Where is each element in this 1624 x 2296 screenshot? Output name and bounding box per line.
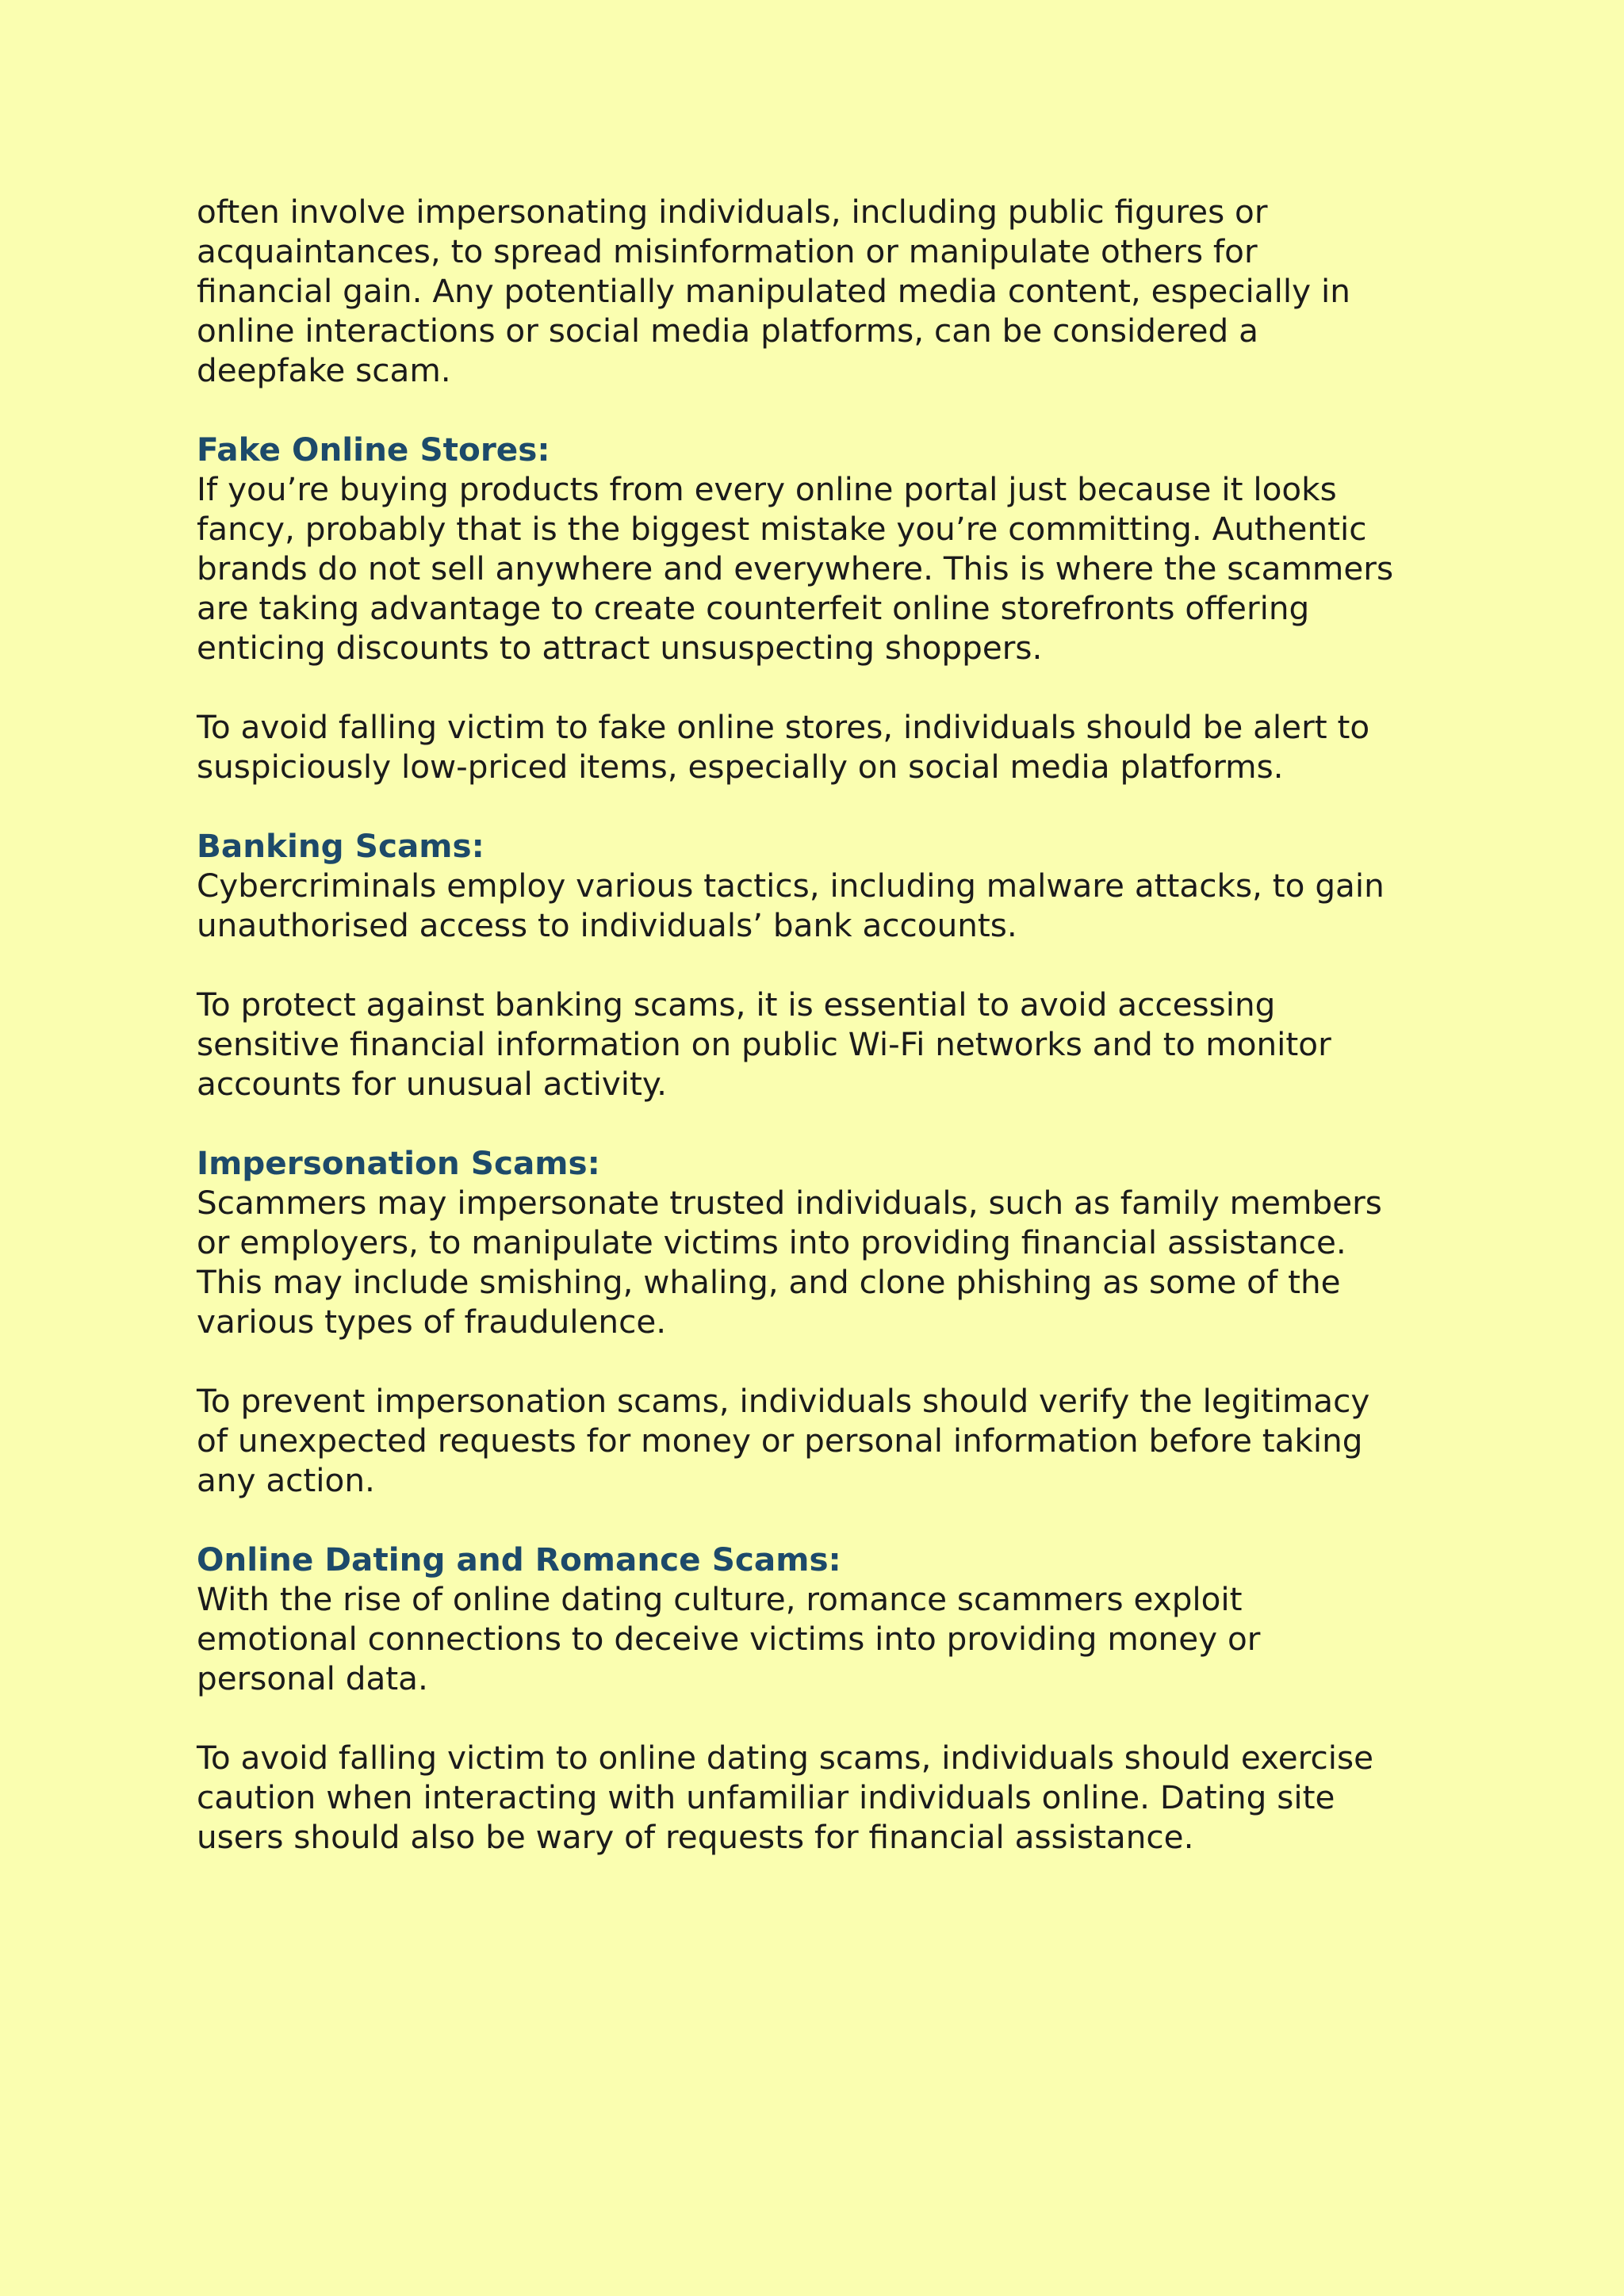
intro-paragraph: often involve impersonating individuals, including public figures or acquaintances, to spread misinformation or manipulate others for financial gain. Any potentially manipulated media content, especially in online interactions or social media platforms, can be considered a deepfake scam.	[197, 193, 1350, 389]
section-paragraph: To prevent impersonation scams, individuals should verify the legitimacy of unexpected requests for money or personal information before taking any action.	[197, 1382, 1370, 1499]
section-paragraph: With the rise of online dating culture, romance scammers exploit emotional connections to deceive victims into providing money or personal data.	[197, 1580, 1261, 1697]
section-heading-banking-scams: Banking Scams:	[197, 827, 485, 865]
section-heading-impersonation-scams: Impersonation Scams:	[197, 1144, 600, 1182]
section-heading-online-dating-scams: Online Dating and Romance Scams:	[197, 1540, 841, 1578]
section-paragraph: To avoid falling victim to fake online stores, individuals should be alert to suspiciously low-priced items, especially on social media platforms.	[197, 708, 1370, 786]
section-paragraph: To protect against banking scams, it is essential to avoid accessing sensitive financial information on public Wi-Fi networks and to monitor accounts for unusual activity.	[197, 985, 1331, 1103]
section-heading-fake-online-stores: Fake Online Stores:	[197, 430, 550, 469]
section-paragraph: Scammers may impersonate trusted individuals, such as family members or employers, to manipulate victims into providing financial assistance. This may include smishing, whaling, and clone phishing as some of the various types of fraudulence.	[197, 1184, 1382, 1341]
section-paragraph: To avoid falling victim to online dating scams, individuals should exercise caution when interacting with unfamiliar individuals online. Dating site users should also be wary of requests for financial assistance.	[197, 1739, 1373, 1856]
section-paragraph: Cybercriminals employ various tactics, including malware attacks, to gain unauthorised access to individuals’ bank accounts.	[197, 867, 1385, 944]
section-paragraph: If you’re buying products from every online portal just because it looks fancy, probably that is the biggest mistake you’re committing. Authentic brands do not sell anywhere and everywhere. This is where the scammers are taking advantage to create counterfeit online storefronts offering enticing discounts to attract unsuspecting shoppers.	[197, 470, 1394, 667]
